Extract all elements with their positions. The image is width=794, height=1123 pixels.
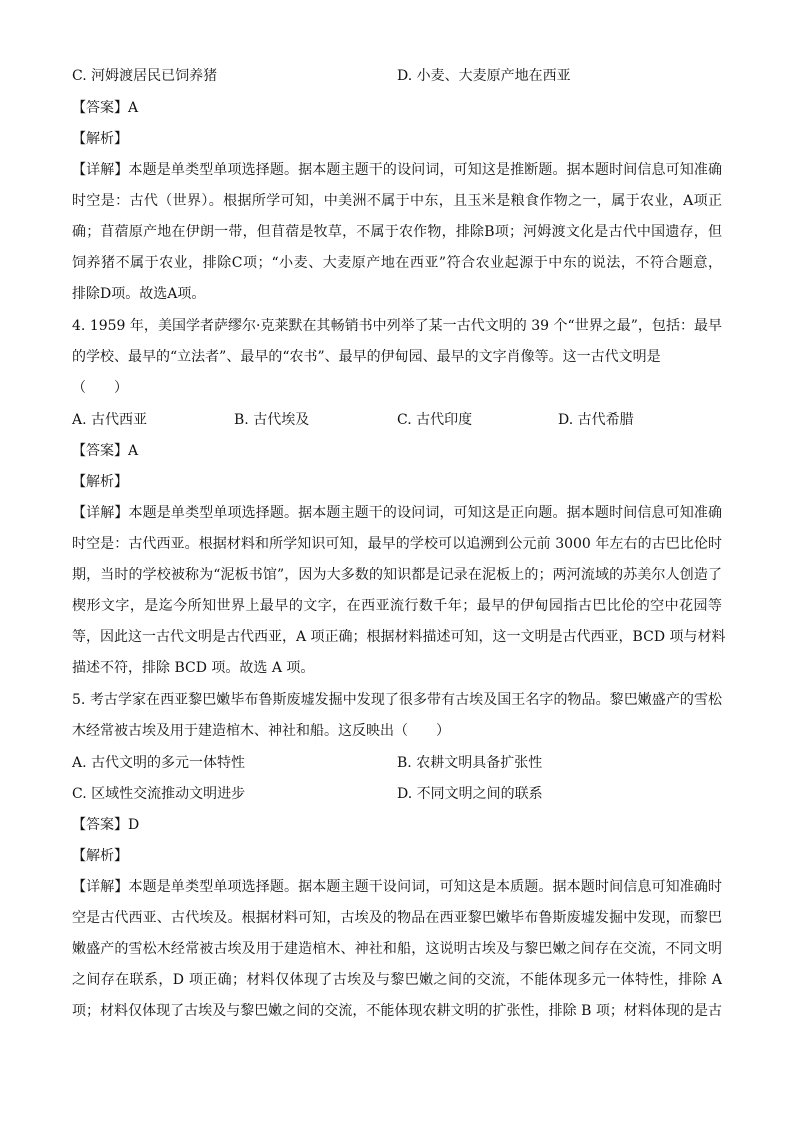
q3-detail-line: 排除D项。故选A项。 [72, 286, 206, 302]
q4-detail-line: 等，因此这一古代文明是古代西亚，A 项正确；根据材料描述可知，这一文明是古代西亚，BCD 项与材料 [72, 629, 726, 645]
q5-detail-line: 空是古代西亚、古代埃及。根据材料可知，古埃及的物品在西亚黎巴嫩毕布鲁斯废墟发掘中发现，而黎巴 [72, 910, 722, 926]
q3-detail-line: 时空是：古代（世界）。根据所学可知，中美洲不属于中东，且玉米是粮食作物之一，属于农业，A项正 [72, 193, 722, 209]
q3-option-c: C. 河姆渡居民已饲养猪 [72, 68, 218, 84]
q4-answer: 【答案】A [72, 443, 139, 459]
q4-option-a: A. 古代西亚 [72, 412, 148, 428]
q5-option-b: B. 农耕文明具备扩张性 [397, 755, 543, 771]
q4-detail-line: 描述不符，排除 BCD 项。故选 A 项。 [72, 660, 315, 676]
q4-detail-line: 期，当时的学校被称为“泥板书馆”，因为大多数的知识都是记录在泥板上的；两河流域的苏美尔人创造了 [72, 567, 722, 583]
q5-detail-line: 之间存在联系，D 项正确；材料仅体现了古埃及与黎巴嫩之间的交流，不能体现多元一体特性，排除 A [72, 972, 722, 988]
q4-option-c: C. 古代印度 [397, 412, 473, 428]
q3-detail-line: 【详解】本题是单类型单项选择题。据本题主题干的设问词，可知这是推断题。据本题时间信息可知准确 [72, 162, 722, 178]
q5-answer: 【答案】D [72, 817, 140, 833]
q5-detail-line: 嫩盛产的雪松木经常被古埃及用于建造棺木、神社和船，这说明古埃及与黎巴嫩之间存在交流，不同文明 [72, 941, 722, 957]
q5-option-a: A. 古代文明的多元一体特性 [72, 755, 246, 771]
q4-option-d: D. 古代希腊 [558, 412, 634, 428]
q4-detail-line: 时空是：古代西亚。根据材料和所学知识可知，最早的学校可以追溯到公元前 3000 年左右的古巴比伦时 [72, 536, 722, 552]
q5-detail-line: 【详解】本题是单类型单项选择题。据本题主题干设问词，可知这是本质题。据本题时间信息可知准确时 [72, 879, 722, 895]
q4-stem-line: （ ） [72, 380, 128, 396]
q4-detail-line: 楔形文字，是迄今所知世界上最早的文字，在西亚流行数千年；最早的伊甸园指古巴比伦的空中花园等 [72, 598, 722, 614]
q3-analysis-label: 【解析】 [72, 131, 128, 147]
q5-detail-line: 项；材料仅体现了古埃及与黎巴嫩之间的交流，不能体现农耕文明的扩张性，排除 B 项；材料体现的是古 [72, 1003, 722, 1019]
q4-stem-line: 4. 1959 年，美国学者萨缪尔·克莱默在其畅销书中列举了某一古代文明的 39 个“世界之最”，包括：最早 [72, 318, 722, 334]
q3-answer: 【答案】A [72, 100, 139, 116]
q5-stem-line: 木经常被古埃及用于建造棺木、神社和船。这反映出（ ） [72, 723, 450, 739]
q5-option-d: D. 不同文明之间的联系 [397, 786, 543, 802]
q4-option-b: B. 古代埃及 [234, 412, 310, 428]
q4-analysis-label: 【解析】 [72, 474, 128, 490]
q4-detail-line: 【详解】本题是单类型单项选择题。据本题主题干的设问词，可知这是正向题。据本题时间信息可知准确 [72, 505, 722, 521]
q4-stem-line: 的学校、最早的“立法者”、最早的“农书”、最早的伊甸园、最早的文字肖像等。这一古代文明是 [72, 349, 661, 365]
q5-option-c: C. 区域性交流推动文明进步 [72, 786, 246, 802]
q3-detail-line: 饲养猪不属于农业，排除C项；“小麦、大麦原产地在西亚”符合农业起源于中东的说法，不符合题意， [72, 255, 722, 271]
q3-detail-line: 确；苜蓿原产地在伊朗一带，但苜蓿是牧草，不属于农作物，排除B项；河姆渡文化是古代中国遗存，但 [72, 224, 722, 240]
q5-stem-line: 5. 考古学家在西亚黎巴嫩毕布鲁斯废墟发掘中发现了很多带有古埃及国王名字的物品。黎巴嫩盛产的雪松 [72, 692, 722, 708]
q3-option-d: D. 小麦、大麦原产地在西亚 [397, 68, 571, 84]
q5-analysis-label: 【解析】 [72, 848, 128, 864]
